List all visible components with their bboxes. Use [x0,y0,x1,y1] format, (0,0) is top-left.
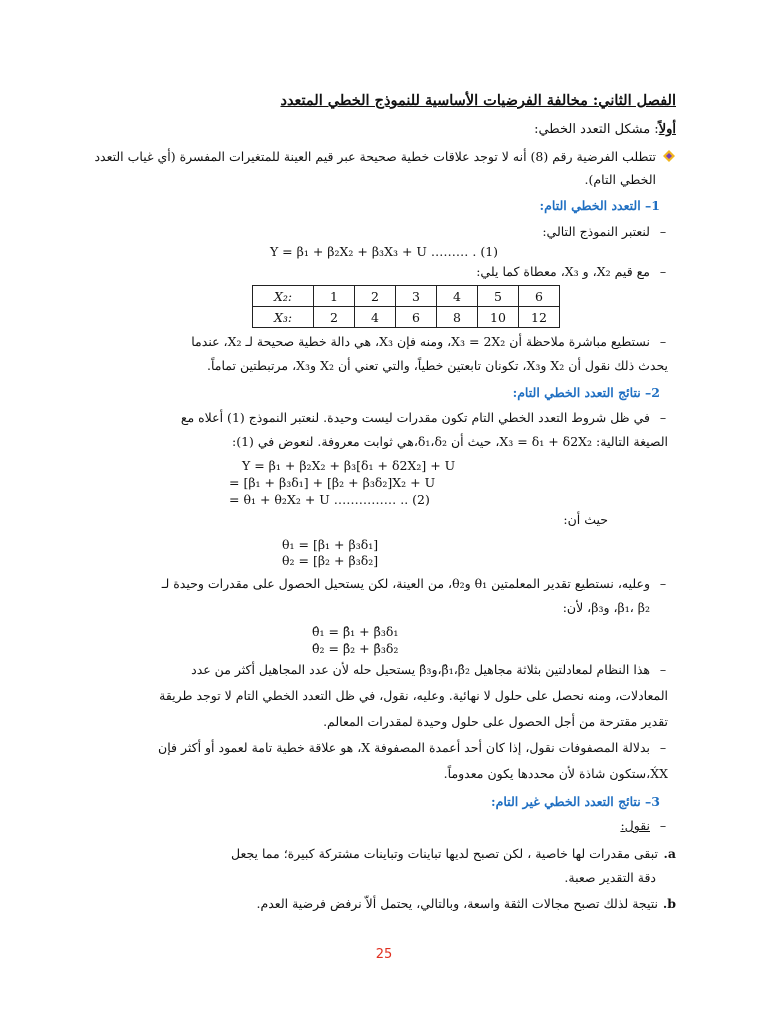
paragraph-system-line-3: تقدير مقترحة من أجل الحصول على حلول وحيدة لمقدرات المعالم. [323,714,668,729]
list-marker-a: a. [663,846,676,861]
equation-2-line-2: = [β₁ + β₃δ₁] + [β₂ + β₃δ₂]X₂ + U [229,475,436,490]
list-item-a [100,846,676,862]
list-item-a-line-1: تبقى مقدرات لها خاصية ، لكن تصبح لديها تباينات وتباينات مشتركة كبيرة؛ مما يجعل [230,846,658,861]
section-label: أولاً [658,122,676,137]
paragraph-observation-line-1: نستطيع مباشرة ملاحظة أن X₃ = 2X₂، ومنه فإن X₃، هي دالة خطية صحيحة لـ X₂، عندما [191,334,650,349]
list-marker-b: b. [662,896,676,911]
equation-3-line-2: θ₂ = [β₂ + β₃δ₂] [282,553,379,568]
page-number: 25 [375,947,393,962]
pin-bullet-icon [662,149,676,163]
table-cell: 6 [396,307,437,328]
heading-perfect-multicollinearity: 1– التعدد الخطي التام: [539,198,660,213]
list-item-b-line-1: نتيجة لذلك تصبح مجالات الثقة واسعة، وبالتالي، يحتمل ألاّ نرفض فرضية العدم. [256,896,658,911]
paragraph-conditions: –في ظل شروط التعدد الخطي التام تكون مقدرات ليست وحيدة. لنعتبر النموذج (1) أعلاه مع [180,410,667,425]
paragraph-observation-line-2: يحدث ذلك نقول أن X₂ وX₃، تكونان تابعتين خطياً، والتي تعني أن X₂ وX₃، مرتبطتين تماماً. [206,358,668,373]
equation-3-line-1: θ₁ = [β₁ + β₃δ₁] [282,537,379,552]
paragraph-matrix: –بدلالة المصفوفات نقول، إذا كان أحد أعمدة المصفوفة X، هو علاقة خطية تامة لعمود أو أكثر فإن [158,740,667,755]
table-cell: 8 [437,307,478,328]
paragraph-we-say-text: نقول: [620,818,650,833]
heading-consequences-imperfect: 3– نتائج التعدد الخطي غير التام: [491,794,660,809]
paragraph-values-text: مع قيم X₂، و X₃، معطاة كما يلي: [476,264,650,279]
paragraph-system-line-2: المعادلات، ومنه نحصل على حلول لا نهائية. وعليه، نقول، في ظل التعدد الخطي التام لا توجد طريقة [159,688,668,703]
equation-2-line-3: = θ₁ + θ₂X₂ + U …………… .. (2) [229,492,430,507]
table-cell: 2 [314,307,355,328]
list-item-a-line-2: دقة التقدير صعبة. [564,870,656,885]
equation-4-line-1: θ̂₁ = β̂₁ + β̂₃δ₁ [312,624,399,639]
intro-line-1: تتطلب الفرضية رقم (8) أنه لا توجد علاقات خطية صحيحة عبر قيم العينة للمتغيرات المفسرة (أي غياب التعدد [94,149,656,164]
chapter-title: الفصل الثاني: مخالفة الفرضيات الأساسية للنموذج الخطي المتعدد [280,92,676,109]
table-cell: 3 [396,286,437,307]
paragraph-estimation: –وعليه، نستطيع تقدير المعلمتين θ₁ وθ₂، من العينة، لكن يستحيل الحصول على مقدرات وحيدة لـ [161,576,667,591]
values-table [252,285,560,328]
paragraph-model: –لنعتبر النموذج التالي: [542,224,667,239]
list-item-b [100,896,676,912]
table-row [253,286,560,307]
heading-consequences-perfect: 2– نتائج التعدد الخطي التام: [512,385,660,400]
equation-4-line-2: θ̂₂ = β̂₂ + β̂₃δ₂ [312,641,399,656]
table-cell: 6 [519,286,560,307]
intro-line-2: الخطي التام). [584,172,656,187]
paragraph-we-say: –نقول: [620,818,667,833]
table-cell: 4 [437,286,478,307]
table-cell: 10 [478,307,519,328]
table-cell: 1 [314,286,355,307]
paragraph-system-line-1: هذا النظام لمعادلتين بثلاثة مجاهيل β̂₁،β̂₂،وβ̂₃ يستحيل حله لأن عدد المجاهيل أكثر من عدد [191,662,650,677]
table-cell: 4 [355,307,396,328]
equation-1: Y = β₁ + β₂X₂ + β₃X₃ + U ……… . (1) [269,244,499,259]
paragraph-matrix-line-1: بدلالة المصفوفات نقول، إذا كان أحد أعمدة المصفوفة X، هو علاقة خطية تامة لعمود أو أكثر فإن [158,740,650,755]
paragraph-system: –هذا النظام لمعادلتين بثلاثة مجاهيل β̂₁،β̂₂،وβ̂₃ يستحيل حله لأن عدد المجاهيل أكثر من عدد [191,662,667,677]
paragraph-values: –مع قيم X₂، و X₃، معطاة كما يلي: [476,264,667,279]
paragraph-conditions-line-1: في ظل شروط التعدد الخطي التام تكون مقدرات ليست وحيدة. لنعتبر النموذج (1) أعلاه مع [180,410,650,425]
section-text: : مشكل التعدد الخطي: [534,122,659,137]
paragraph-matrix-line-2: X́X،ستكون شاذة لأن محددها يكون معدوماً. [443,766,668,781]
paragraph-conditions-line-2: الصيغة التالية: X₃ = δ₁ + δ2X₂، حيث أن δ₁،δ₂،هي ثوابت معروفة. لنعوض في (1): [231,434,668,449]
paragraph-observation: –نستطيع مباشرة ملاحظة أن X₃ = 2X₂، ومنه فإن X₃، هي دالة خطية صحيحة لـ X₂، عندما [191,334,667,349]
table-row [253,307,560,328]
table-cell: 2 [355,286,396,307]
table-row-label: X₃: [253,307,314,328]
table-cell: 5 [478,286,519,307]
section-title [534,122,676,137]
paragraph-where: حيث أن: [563,512,608,527]
paragraph-model-text: لنعتبر النموذج التالي: [542,224,650,239]
table-cell: 12 [519,307,560,328]
paragraph-estimation-line-1: وعليه، نستطيع تقدير المعلمتين θ₁ وθ₂، من العينة، لكن يستحيل الحصول على مقدرات وحيدة لـ [161,576,650,591]
table-row-label: X₂: [253,286,314,307]
paragraph-estimation-line-2: β₁، β₂، وβ₃، لأن: [562,600,650,615]
equation-2-line-1: Y = β₁ + β₂X₂ + β₃[δ₁ + δ2X₂] + U [242,458,456,473]
